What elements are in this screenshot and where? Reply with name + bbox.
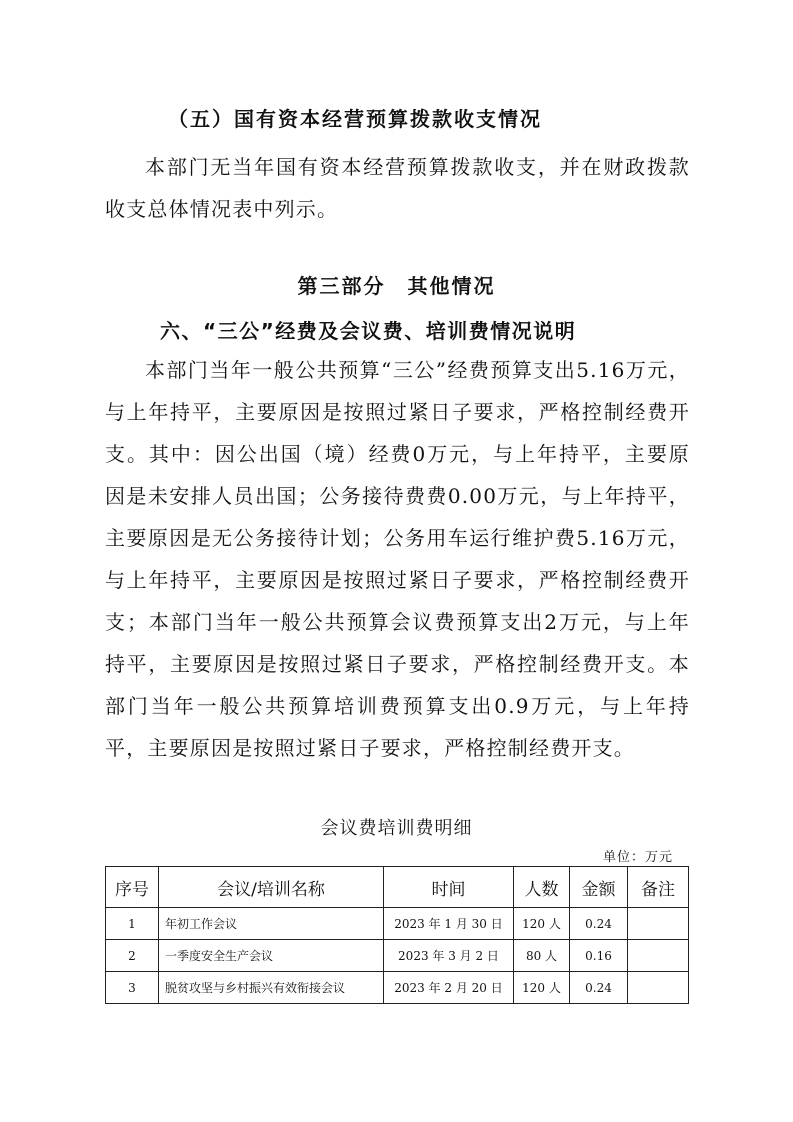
table-header-row <box>106 867 689 908</box>
cell-name: 年初工作会议 <box>159 908 384 940</box>
header-cell-note: 备注 <box>628 867 689 908</box>
cell-date: 2023 年 2 月 20 日 <box>384 972 514 1004</box>
cell-people: 120 人 <box>514 972 570 1004</box>
cell-amount: 0.24 <box>570 908 628 940</box>
cell-name: 脱贫攻坚与乡村振兴有效衔接会议 <box>159 972 384 1004</box>
cell-note <box>628 908 689 940</box>
section-heading-state-capital: （五）国有资本经营预算拨款收支情况 <box>168 107 542 131</box>
header-cell-name: 会议/培训名称 <box>159 867 384 908</box>
cell-amount: 0.24 <box>570 972 628 1004</box>
cell-note <box>628 972 689 1004</box>
table-row <box>106 940 689 972</box>
table-row <box>106 908 689 940</box>
cell-name: 一季度安全生产会议 <box>159 940 384 972</box>
meeting-training-table <box>105 866 689 1004</box>
cell-amount: 0.16 <box>570 940 628 972</box>
cell-index: 1 <box>106 908 159 940</box>
cell-date: 2023 年 3 月 2 日 <box>384 940 514 972</box>
cell-index: 2 <box>106 940 159 972</box>
header-cell-index: 序号 <box>106 867 159 908</box>
table-unit: 单位：万元 <box>602 850 673 865</box>
paragraph-three-public-expenses: 本部门当年一般公共预算“三公”经费预算支出5.16万元，与上年持平，主要原因是按照过紧日子要求，严格控制经费开支。其中：因公出国（境）经费0万元，与上年持平，主要原因是未安排人员出国；公务接待费费0.00万元，与上年持平，主要原因是无公务接待计划；公务用车运行维护费5.16万元，与上年持平，主要原因是按照过紧日子要求，严格控制经费开支；本部门当年一般公共预算会议费预算支出2万元，与上年持平，主要原因是按照过紧日子要求，严格控制经费开支。本部门当年一般公共预算培训费预算支出0.9万元，与上年持平，主要原因是按照过紧日子要求，严格控制经费开支。 <box>105 358 690 760</box>
cell-date: 2023 年 1 月 30 日 <box>384 908 514 940</box>
table-title: 会议费培训费明细 <box>320 818 473 839</box>
header-cell-time: 时间 <box>384 867 514 908</box>
header-cell-amount: 金额 <box>570 867 628 908</box>
cell-note <box>628 940 689 972</box>
cell-index: 3 <box>106 972 159 1004</box>
cell-people: 120 人 <box>514 908 570 940</box>
part-title: 第三部分 其他情况 <box>297 274 496 298</box>
paragraph-state-capital: 本部门无当年国有资本经营预算拨款收支，并在财政拨款收支总体情况表中列示。 <box>105 155 690 221</box>
section-heading-three-public-expenses: 六、“三公”经费及会议费、培训费情况说明 <box>160 319 577 343</box>
table-row <box>106 972 689 1004</box>
header-cell-people: 人数 <box>514 867 570 908</box>
cell-people: 80 人 <box>514 940 570 972</box>
